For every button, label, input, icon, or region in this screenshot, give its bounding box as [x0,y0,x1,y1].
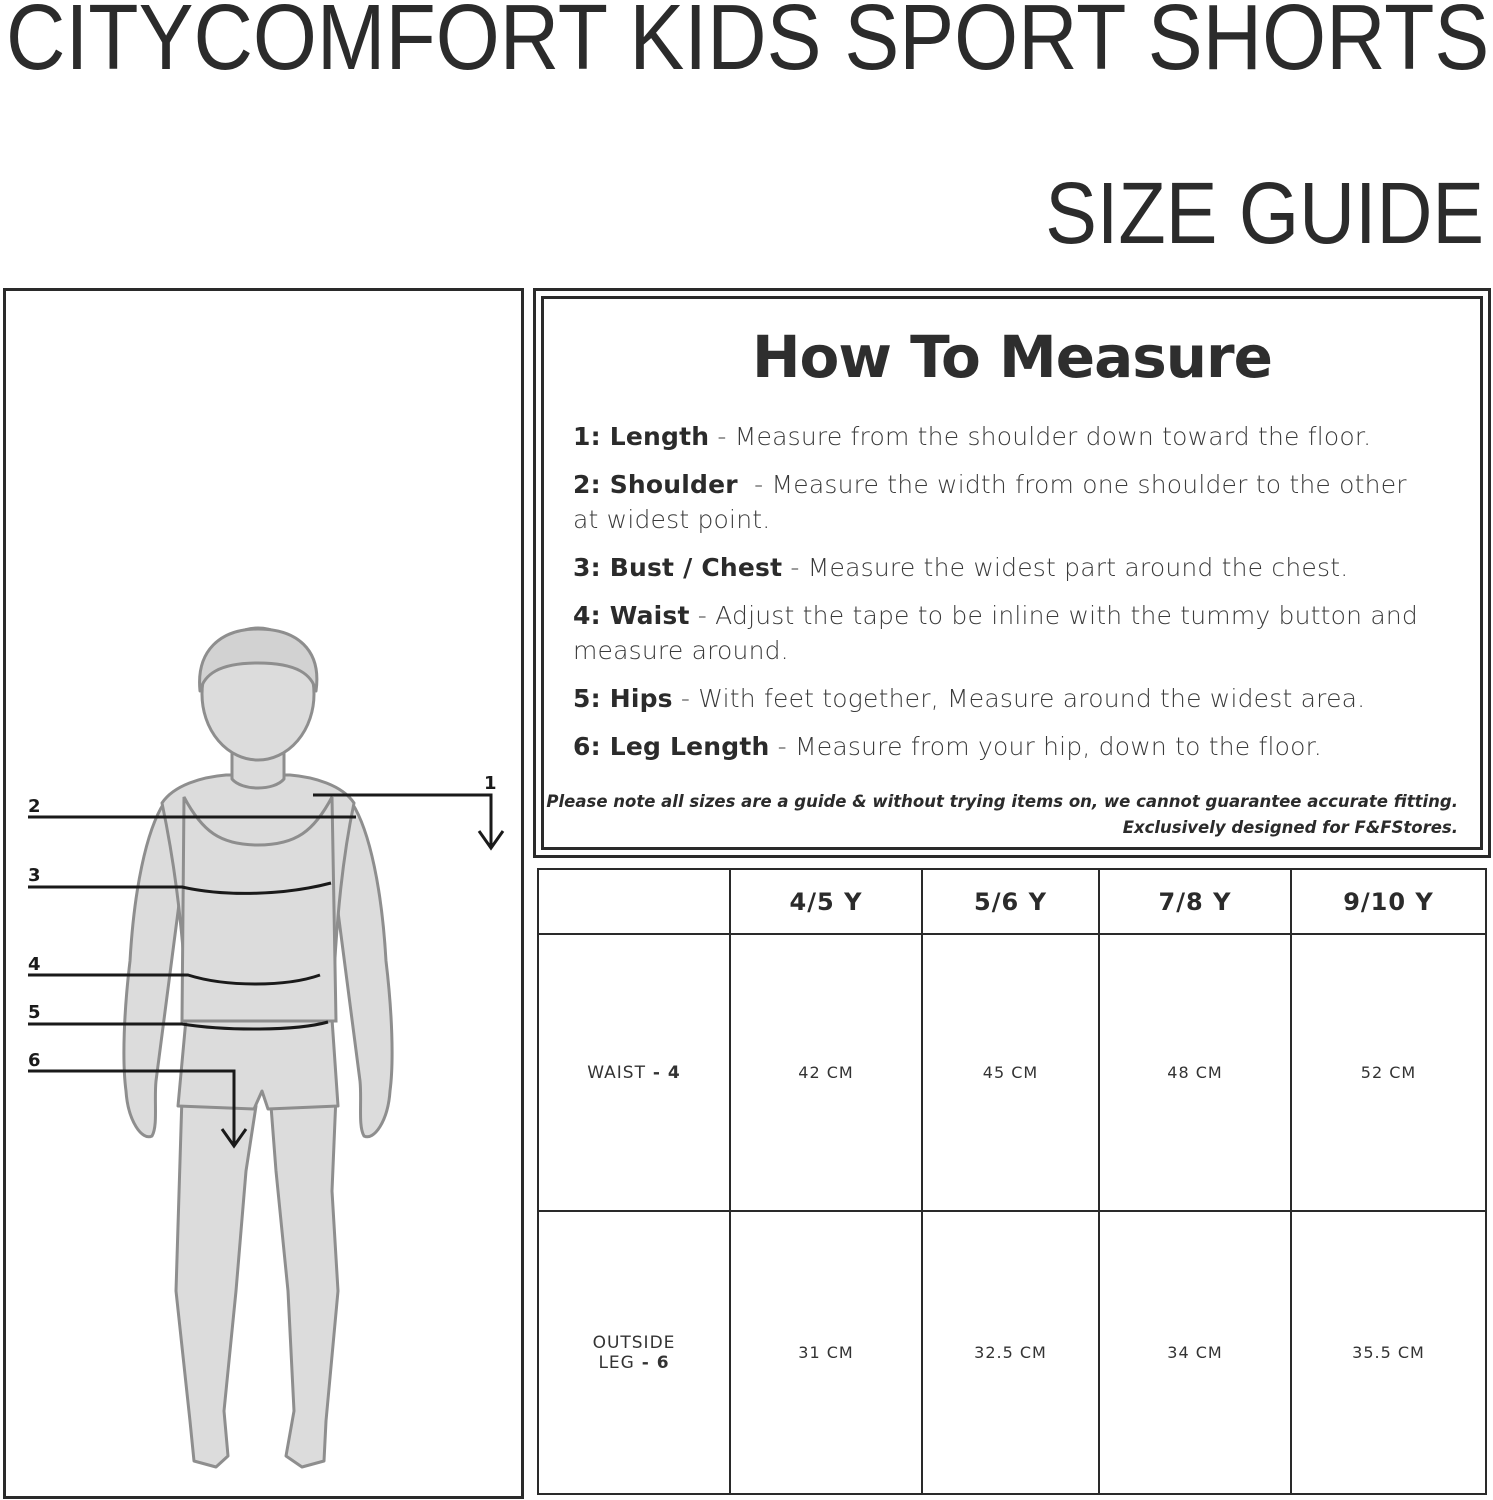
measure-text: - Measure the widest part around the chest. [782,553,1349,582]
header-cell-size: 7/8 Y [1099,869,1291,934]
table-row-waist [538,934,1486,1211]
measure-item-waist [573,598,1433,668]
measure-item-hips [573,681,1433,716]
child-silhouette [124,628,392,1467]
disclaimer-line-2: Exclusively designed for F&FStores. [1122,818,1458,837]
size-header-row [538,869,1486,934]
measure-term: 6: Leg Length [573,732,770,761]
header-cell-size: 4/5 Y [730,869,922,934]
row-label-line-2: LEG [598,1352,635,1373]
table-cell: 48 CM [1099,934,1291,1211]
table-cell: 45 CM [922,934,1099,1211]
marker-2: 2 [28,796,41,817]
size-chart-table [537,868,1487,1495]
page-subtitle: SIZE GUIDE [1045,165,1484,262]
measure-term: 2: Shoulder [573,470,738,499]
measure-text: - Measure the width from one shoulder to the other at widest point. [573,470,1415,534]
row-label-code: - 4 [645,1062,681,1083]
table-cell: 32.5 CM [922,1211,1099,1494]
row-label-code: - 6 [634,1352,670,1373]
measure-item-length [573,419,1433,454]
disclaimer-line-1: Please note all sizes are a guide & without trying items on, we cannot guarantee accurate fitting. [546,792,1458,811]
measure-text: - Measure from your hip, down to the floor. [769,732,1322,761]
sizing-disclaimer [546,789,1458,841]
measure-item-shoulder [573,467,1433,537]
marker-6: 6 [28,1050,41,1071]
measure-text: - With feet together, Measure around the widest area. [672,684,1366,713]
row-label-line-1: OUTSIDE [592,1332,676,1353]
child-silhouette-figure [6,291,521,1496]
measure-term: 5: Hips [573,684,673,713]
measure-term: 3: Bust / Chest [573,553,783,582]
header-cell-size: 5/6 Y [922,869,1099,934]
how-to-measure-inner-frame [541,296,1483,850]
row-label-text: WAIST [587,1062,646,1083]
header-cell-size: 9/10 Y [1291,869,1486,934]
row-label-outside-leg [538,1211,730,1494]
marker-3: 3 [28,865,41,886]
measure-text: - Adjust the tape to be inline with the tummy button and measure around. [573,601,1418,665]
measure-term: 1: Length [573,422,710,451]
header-cell-empty [538,869,730,934]
marker-1: 1 [484,773,497,794]
measure-term: 4: Waist [573,601,690,630]
marker-5: 5 [28,1002,41,1023]
measure-item-leg-length [573,729,1433,764]
row-label-waist [538,934,730,1211]
table-cell: 35.5 CM [1291,1211,1486,1494]
table-cell: 34 CM [1099,1211,1291,1494]
table-cell: 52 CM [1291,934,1486,1211]
table-cell: 31 CM [730,1211,922,1494]
measure-text: - Measure from the shoulder down toward the floor. [709,422,1372,451]
how-to-measure-heading: How To Measure [751,323,1272,391]
how-to-measure-panel [533,288,1491,858]
marker-4: 4 [28,954,41,975]
measurement-figure-panel [3,288,524,1499]
page-title: CITYCOMFORT KIDS SPORT SHORTS [6,0,1490,89]
table-cell: 42 CM [730,934,922,1211]
table-row-outside-leg [538,1211,1486,1494]
measure-instructions-list [573,419,1433,777]
measure-item-chest [573,550,1433,585]
